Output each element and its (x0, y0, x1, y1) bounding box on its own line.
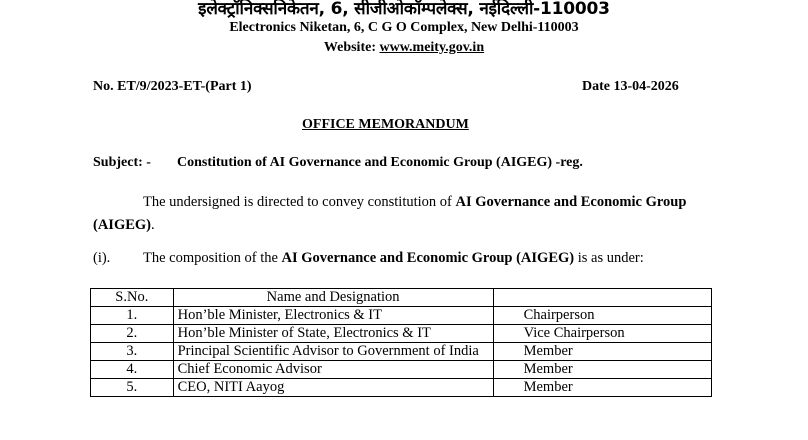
memo-title: OFFICE MEMORANDUM (302, 117, 469, 132)
memo-number: No. ET/9/2023-ET-(Part 1) (93, 79, 252, 94)
table-row (91, 325, 712, 343)
row-role: Vice Chairperson (493, 325, 711, 343)
header-sno: S.No. (91, 289, 174, 307)
row-role: Member (493, 379, 711, 397)
row-role: Chairperson (493, 307, 711, 325)
table-row (91, 307, 712, 325)
row-role: Member (493, 361, 711, 379)
website-link[interactable]: www.meity.gov.in (379, 40, 485, 55)
row-name: Hon’ble Minister, Electronics & IT (173, 307, 493, 325)
table-row (91, 379, 712, 397)
header-name: Name and Designation (173, 289, 493, 307)
english-address: Electronics Niketan, 6, C G O Complex, New Delhi-110003 (229, 20, 579, 35)
para-suffix: . (151, 217, 155, 233)
item-bold: AI Governance and Economic Group (AIGEG) (281, 250, 575, 266)
table-header-row (91, 289, 712, 307)
row-sno: 5. (91, 379, 174, 397)
item-number: (i). (93, 250, 111, 266)
row-sno: 1. (91, 307, 174, 325)
table-row (91, 361, 712, 379)
row-name: CEO, NITI Aayog (173, 379, 493, 397)
table-row (91, 343, 712, 361)
subject-label: Subject: - (93, 155, 151, 170)
subject-text: Constitution of AI Governance and Economic Group (AIGEG) -reg. (177, 155, 583, 170)
row-role: Member (493, 343, 711, 361)
row-name: Hon’ble Minister of State, Electronics & IT (173, 325, 493, 343)
item-prefix: The composition of the (143, 250, 282, 266)
para-prefix: The undersigned is directed to convey constitution of (143, 194, 456, 210)
item-suffix: is as under: (574, 250, 644, 266)
composition-table (90, 288, 712, 397)
intro-paragraph (93, 191, 713, 237)
row-name: Chief Economic Advisor (173, 361, 493, 379)
row-name: Principal Scientific Advisor to Government of India (173, 343, 493, 361)
hindi-address: इलेक्ट्रॉनिक्सनिकेतन, 6, सीजीओकॉम्पलेक्स, नईदिल्ली-110003 (198, 0, 610, 19)
item-text (143, 250, 644, 267)
memo-date: Date 13-04-2026 (582, 79, 679, 94)
website-label: Website: (323, 40, 380, 55)
row-sno: 4. (91, 361, 174, 379)
website-line (0, 40, 808, 56)
row-sno: 2. (91, 325, 174, 343)
row-sno: 3. (91, 343, 174, 361)
header-role (493, 289, 711, 307)
para-bold: AI Governance and Economic Group (AIGEG) (93, 194, 687, 233)
